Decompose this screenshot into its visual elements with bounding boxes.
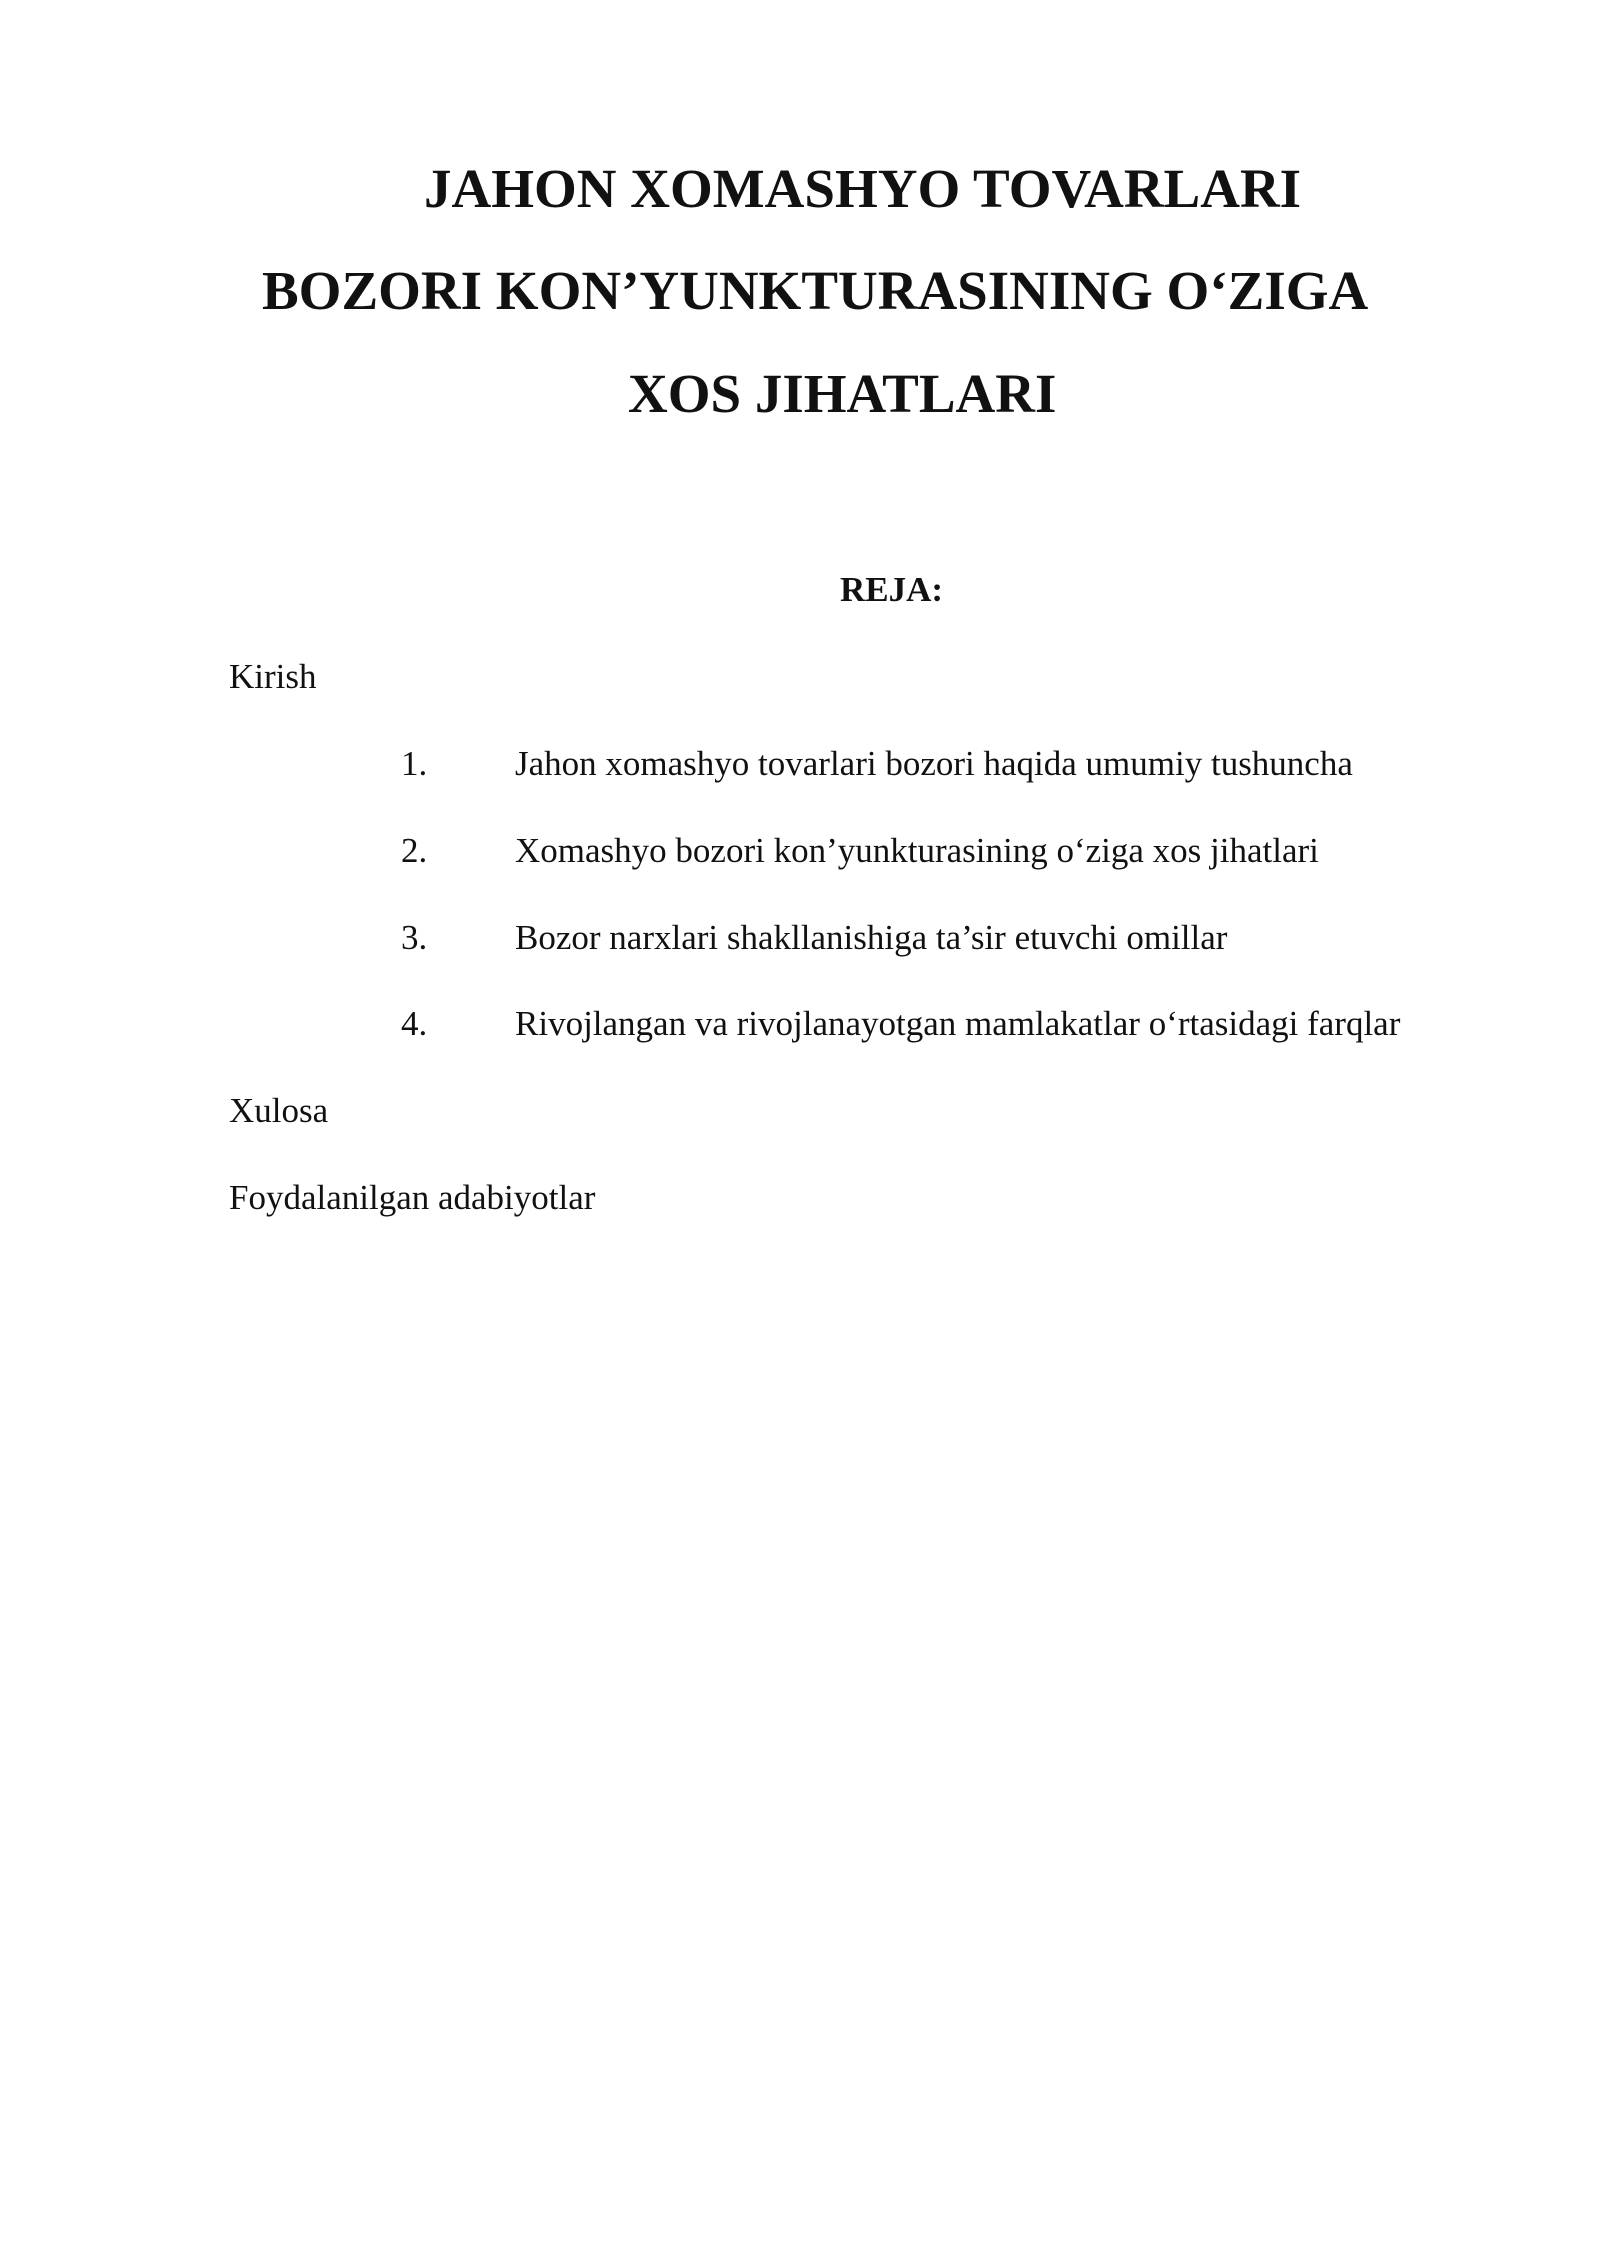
plan-item-text: Rivojlangan va rivojlanayotgan mamlakatlar o‘rtasidagi farqlar [515,1004,1401,1043]
plan-item-text: Xomashyo bozori kon’yunkturasining o‘ziga xos jihatlari [515,831,1319,870]
plan-intro: Kirish [229,657,317,696]
plan-item-text: Jahon xomashyo tovarlari bozori haqida umumiy tushuncha [515,744,1353,783]
plan-item-number: 3. [401,918,428,957]
plan-item-number: 4. [401,1004,428,1043]
plan-item-number: 2. [401,831,428,870]
document-title-line-2: BOZORI KON’YUNKTURASINING O‘ZIGA [262,260,1369,321]
document-title-line-1: JAHON XOMASHYO TOVARLARI [424,158,1302,219]
plan-item-number: 1. [401,744,428,783]
plan-heading: REJA: [840,570,944,609]
plan-conclusion: Xulosa [229,1091,329,1130]
plan-item-text: Bozor narxlari shakllanishiga ta’sir etuvchi omillar [515,918,1228,957]
document-title-line-3: XOS JIHATLARI [628,363,1057,424]
plan-references: Foydalanilgan adabiyotlar [229,1178,596,1217]
